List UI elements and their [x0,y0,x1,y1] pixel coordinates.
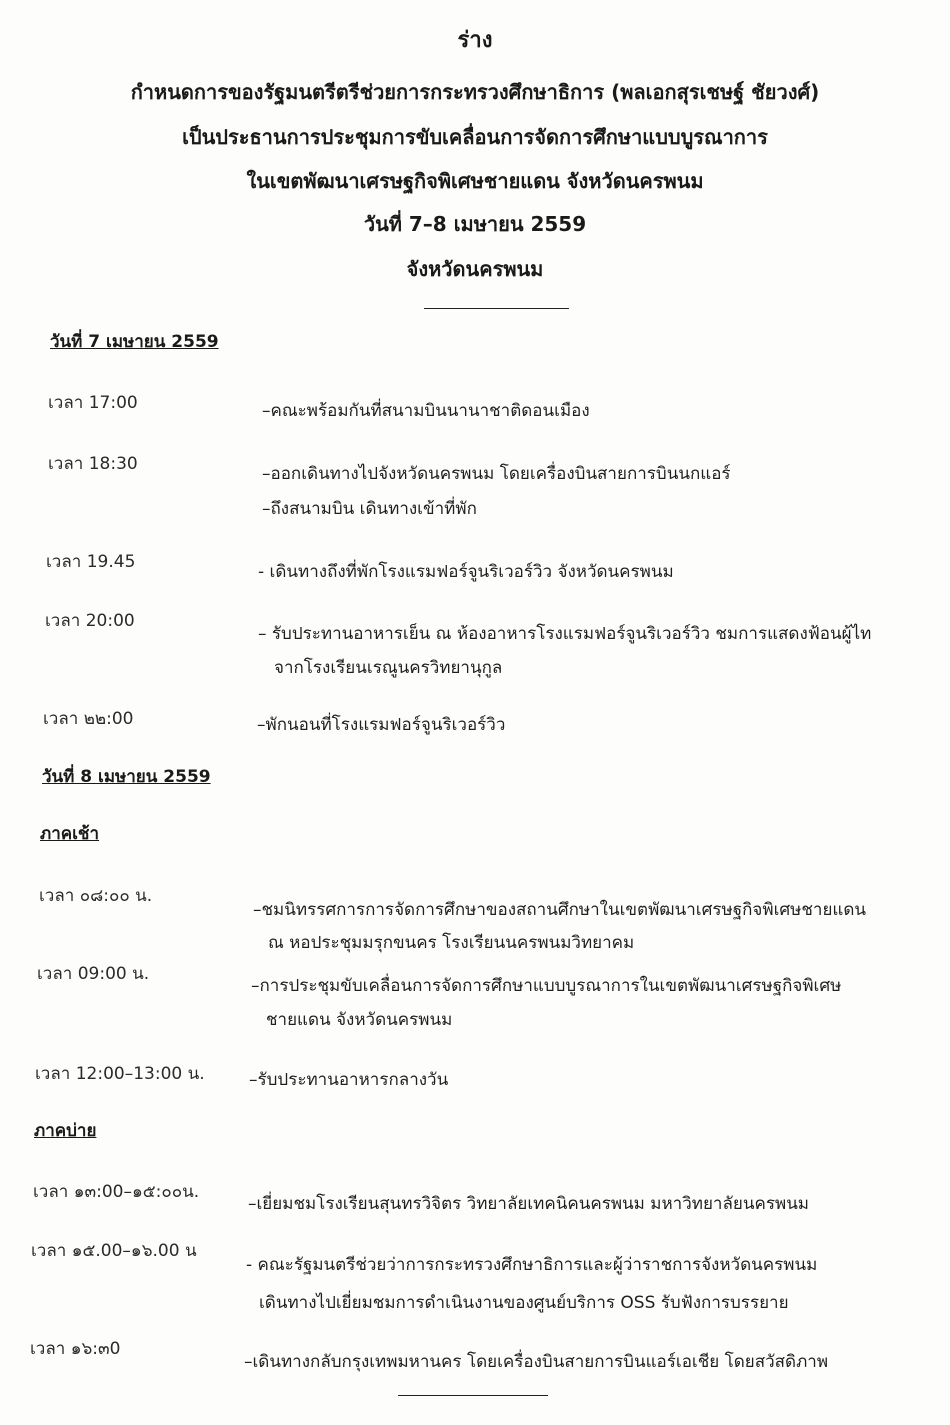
morning-item-3-line-1: –รับประทานอาหารกลางวัน [249,1070,449,1090]
day1-item-1-line-1: –คณะพร้อมกันที่สนามบินนานาชาติดอนเมือง [262,401,590,421]
day1-item-5-time: เวลา ๒๒:00 [43,709,134,729]
title-line-3: ในเขตพัฒนาเศรษฐกิจพิเศษชายแดน จังหวัดนครพนม [246,169,704,193]
day1-item-5-line-1: –พักนอนที่โรงแรมฟอร์จูนริเวอร์วิว [257,715,506,735]
day1-item-3-line-1: - เดินทางถึงที่พักโรงแรมฟอร์จูนริเวอร์วิว จังหวัดนครพนม [258,562,674,582]
draft-label: ร่าง [457,28,493,53]
footer-divider [398,1395,548,1396]
afternoon-item-2-line-2: เดินทางไปเยี่ยมชมการดำเนินงานของศูนย์บริการ OSS รับฟังการบรรยาย [259,1293,789,1313]
morning-item-1-time: เวลา ๐๘:๐๐ น. [39,886,153,906]
header-divider [424,308,569,309]
morning-item-1-line-2: ณ หอประชุมมรุกขนคร โรงเรียนนครพนมวิทยาคม [268,933,635,953]
date-range: วันที่ 7–8 เมษายน 2559 [363,212,587,236]
afternoon-item-1-time: เวลา ๑๓:00–๑๕:๐๐น. [33,1182,200,1202]
morning-item-2-line-1: –การประชุมขับเคลื่อนการจัดการศึกษาแบบบูรณาการในเขตพัฒนาเศรษฐกิจพิเศษ [251,976,842,996]
morning-heading: ภาคเช้า [40,824,100,844]
afternoon-item-3-line-1: –เดินทางกลับกรุงเทพมหานคร โดยเครื่องบินสายการบินแอร์เอเชีย โดยสวัสดิภาพ [244,1352,829,1372]
day1-item-1-time: เวลา 17:00 [48,393,138,413]
afternoon-item-2-time: เวลา ๑๕.00–๑๖.00 น [31,1241,197,1261]
day1-item-4-line-1: – รับประทานอาหารเย็น ณ ห้องอาหารโรงแรมฟอร์จูนริเวอร์วิว ชมการแสดงฟ้อนผู้ไท [258,624,872,644]
afternoon-item-2-line-1: - คณะรัฐมนตรีช่วยว่าการกระทรวงศึกษาธิการและผู้ว่าราชการจังหวัดนครพนม [246,1255,818,1275]
day2-heading: วันที่ 8 เมษายน 2559 [42,767,211,787]
afternoon-item-1-line-1: –เยี่ยมชมโรงเรียนสุนทรวิจิตร วิทยาลัยเทคนิคนครพนม มหาวิทยาลัยนครพนม [248,1194,810,1214]
day1-item-4-line-2: จากโรงเรียนเรณูนครวิทยานุกูล [274,658,503,678]
day1-item-3-time: เวลา 19.45 [46,552,136,572]
morning-item-3-time: เวลา 12:00–13:00 น. [35,1064,205,1084]
morning-item-2-time: เวลา 09:00 น. [37,964,150,984]
province-line: จังหวัดนครพนม [406,257,544,281]
morning-item-2-line-2: ชายแดน จังหวัดนครพนม [266,1010,453,1030]
day1-item-2-time: เวลา 18:30 [48,454,138,474]
day1-item-4-time: เวลา 20:00 [45,611,135,631]
title-line-1: กำหนดการของรัฐมนตรีตรีช่วยการกระทรวงศึกษาธิการ (พลเอกสุรเชษฐ์ ชัยวงศ์) [130,80,820,104]
day1-item-2-line-1: –ออกเดินทางไปจังหวัดนครพนม โดยเครื่องบินสายการบินนกแอร์ [262,464,731,484]
afternoon-item-3-time: เวลา ๑๖:๓0 [30,1339,121,1359]
day1-item-2-line-2: –ถึงสนามบิน เดินทางเข้าที่พัก [262,499,477,519]
morning-item-1-line-1: –ชมนิทรรศการการจัดการศึกษาของสถานศึกษาในเขตพัฒนาเศรษฐกิจพิเศษชายแดน [253,900,867,920]
afternoon-heading: ภาคบ่าย [34,1121,97,1141]
day1-heading: วันที่ 7 เมษายน 2559 [50,332,219,352]
title-line-2: เป็นประธานการประชุมการขับเคลื่อนการจัดการศึกษาแบบบูรณาการ [182,125,768,149]
